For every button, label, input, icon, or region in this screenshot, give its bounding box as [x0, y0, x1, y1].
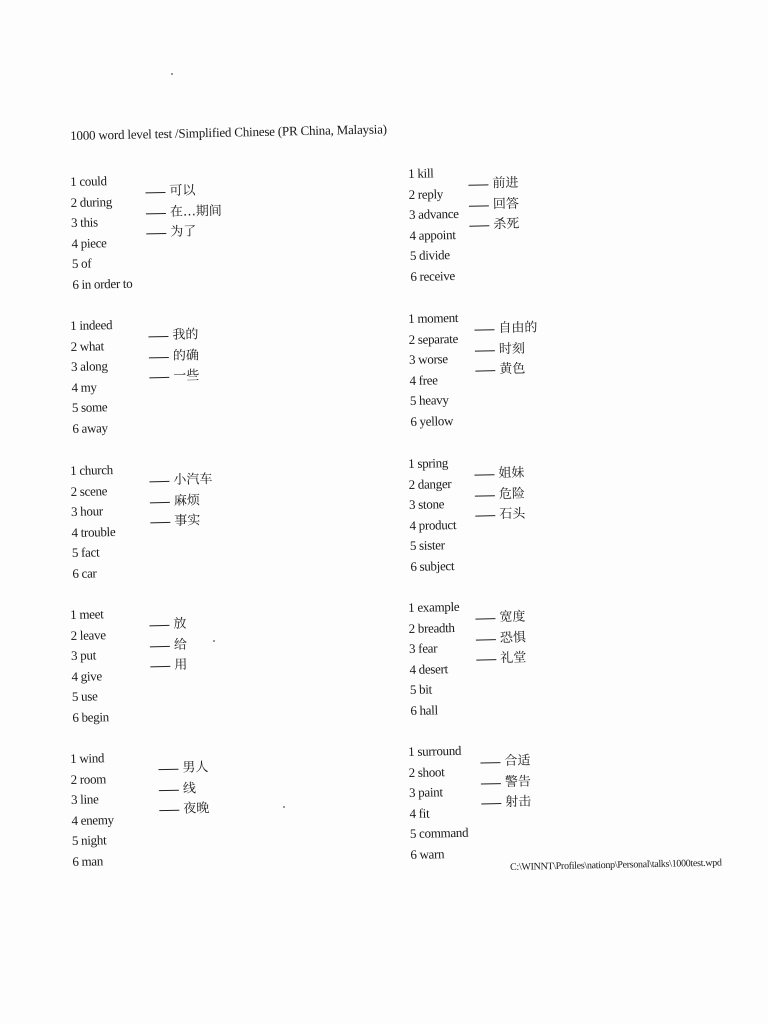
word-list [70, 748, 115, 872]
answer-blank[interactable] [150, 522, 170, 523]
definition-item [149, 366, 199, 388]
definition-item [149, 615, 186, 636]
word-item: 5 bit [409, 681, 433, 698]
word-item: 1 wind [70, 750, 105, 766]
scan-speck [213, 640, 215, 642]
definition-item [150, 511, 213, 533]
word-item: 2 during [70, 193, 113, 210]
word-list [408, 308, 461, 433]
definition-item [149, 346, 199, 368]
definition-item [148, 325, 198, 347]
word-list [70, 460, 116, 584]
definition-text: 自由的 [498, 320, 538, 337]
answer-blank[interactable] [476, 659, 496, 660]
word-item: 4 desert [409, 660, 449, 677]
scan-speck [171, 73, 173, 75]
definition-item [468, 174, 518, 196]
definition-text: 黄色 [499, 361, 526, 378]
definition-item [158, 758, 208, 780]
page-title: 1000 word level test /Simplified Chinese (PR China, Malaysia) [70, 121, 387, 143]
word-item: 3 stone [408, 496, 445, 513]
word-item: 1 moment [408, 309, 459, 326]
answer-blank[interactable] [481, 803, 501, 804]
answer-blank[interactable] [146, 213, 166, 214]
definition-text: 线 [182, 780, 197, 797]
word-item: 1 surround [408, 742, 462, 759]
definition-text: 一些 [173, 368, 200, 385]
definition-item [481, 793, 531, 815]
definition-list [474, 318, 538, 381]
definition-text: 夜晚 [183, 801, 210, 817]
definition-item [469, 215, 519, 237]
answer-blank[interactable] [148, 336, 168, 337]
word-item: 1 example [408, 598, 460, 615]
answer-blank[interactable] [475, 495, 495, 496]
definition-item [474, 464, 524, 486]
definition-text: 恐惧 [499, 630, 527, 646]
word-item: 2 reply [408, 185, 444, 202]
answer-blank[interactable] [480, 762, 500, 763]
definition-item [145, 181, 221, 203]
definition-item [475, 339, 538, 361]
definition-list [158, 758, 209, 821]
definition-text: 男人 [182, 760, 209, 776]
word-item: 4 give [71, 668, 102, 684]
word-item: 6 receive [410, 268, 456, 284]
scan-speck [283, 806, 285, 808]
word-item: 4 fit [409, 805, 430, 821]
word-item: 6 hall [410, 702, 438, 718]
definition-item [474, 318, 537, 340]
definition-text: 事实 [174, 513, 201, 530]
definition-text: 合适 [504, 753, 531, 769]
definition-item [481, 772, 531, 794]
definition-item [475, 484, 525, 506]
word-item: 4 enemy [71, 811, 114, 828]
answer-blank[interactable] [149, 481, 169, 482]
word-list [408, 163, 460, 288]
answer-blank[interactable] [146, 233, 166, 234]
definition-list [149, 470, 213, 533]
word-item: 6 yellow [410, 413, 454, 429]
definition-text: 可以 [169, 183, 196, 199]
word-item: 4 product [409, 516, 457, 533]
answer-blank[interactable] [481, 783, 501, 784]
definition-text: 麻烦 [173, 492, 201, 509]
word-list [70, 171, 133, 296]
definition-text: 的确 [172, 347, 200, 364]
word-item: 1 church [70, 462, 114, 478]
definition-item [150, 635, 187, 656]
word-item: 3 advance [408, 206, 459, 223]
answer-blank[interactable] [149, 377, 169, 378]
definition-item [150, 656, 187, 677]
definition-text: 在…期间 [169, 203, 223, 220]
answer-blank[interactable] [149, 625, 169, 626]
definition-text: 危险 [498, 486, 526, 502]
answer-blank[interactable] [475, 618, 495, 619]
definition-list [474, 464, 525, 527]
word-item: 3 paint [408, 784, 443, 801]
word-item: 3 along [70, 358, 108, 375]
definition-list [480, 751, 531, 814]
definition-text: 回答 [492, 196, 520, 212]
word-item: 1 kill [408, 165, 434, 181]
answer-blank[interactable] [145, 192, 165, 193]
word-item: 1 could [70, 173, 107, 189]
word-item: 6 subject [410, 558, 455, 574]
answer-blank[interactable] [469, 205, 489, 206]
file-path-footer: C:\WINNT\Profiles\nationp\Personal\talks\1000test.wpd [510, 857, 722, 873]
answer-blank[interactable] [159, 789, 179, 790]
word-list [408, 741, 469, 866]
answer-blank[interactable] [469, 225, 489, 226]
definition-item [469, 194, 519, 216]
definition-text: 给 [173, 637, 188, 653]
word-item: 2 breadth [408, 619, 455, 636]
word-item: 6 man [72, 853, 104, 869]
definition-item [475, 359, 538, 381]
word-item: 5 divide [409, 247, 450, 264]
definition-item [159, 799, 209, 821]
definition-item [146, 201, 222, 223]
definition-item [159, 779, 209, 801]
definition-list [468, 174, 519, 237]
word-item: 2 danger [408, 475, 452, 492]
word-item: 4 trouble [71, 523, 116, 540]
answer-blank[interactable] [468, 184, 488, 185]
answer-blank[interactable] [475, 350, 495, 351]
answer-blank[interactable] [150, 666, 170, 667]
definition-item [475, 608, 525, 630]
word-item: 5 of [71, 255, 92, 272]
definition-item [476, 628, 526, 650]
word-item: 2 what [70, 337, 105, 354]
definition-item [475, 505, 525, 527]
definition-list [475, 608, 526, 671]
word-item: 2 leave [70, 626, 106, 643]
word-item: 6 begin [72, 709, 110, 725]
word-item: 6 away [72, 420, 108, 436]
word-item: 1 spring [408, 455, 449, 471]
definition-item [149, 470, 212, 492]
word-list [70, 604, 109, 728]
definition-item [480, 751, 530, 773]
word-item: 1 meet [70, 606, 104, 622]
definition-list [145, 181, 222, 244]
word-item: 4 appoint [409, 226, 456, 243]
definition-text: 姐妹 [498, 465, 525, 482]
answer-blank[interactable] [150, 502, 170, 503]
word-item: 5 use [71, 688, 98, 705]
answer-blank[interactable] [475, 370, 495, 371]
definition-text: 杀死 [493, 216, 520, 233]
definition-item [476, 649, 526, 671]
definition-text: 礼堂 [500, 650, 527, 667]
definition-text: 我的 [172, 327, 199, 343]
definition-text: 射击 [505, 794, 532, 811]
word-item: 3 fear [408, 640, 438, 657]
word-item: 3 line [70, 791, 99, 808]
word-item: 6 car [72, 565, 97, 581]
definition-text: 小汽车 [173, 472, 213, 488]
word-item: 2 separate [408, 330, 459, 347]
definition-text: 宽度 [499, 609, 526, 626]
word-item: 1 indeed [70, 317, 113, 333]
definition-text: 用 [174, 657, 188, 674]
definition-list [149, 615, 187, 678]
definition-text: 时刻 [498, 341, 526, 357]
answer-blank[interactable] [476, 639, 496, 640]
answer-blank[interactable] [474, 329, 494, 330]
word-item: 5 heavy [409, 392, 449, 409]
word-list [408, 597, 462, 722]
definition-item [150, 491, 213, 513]
word-item: 5 command [409, 825, 469, 842]
word-item: 6 warn [410, 846, 445, 862]
word-item: 5 fact [71, 544, 100, 561]
answer-blank[interactable] [475, 515, 495, 516]
word-item: 5 night [71, 832, 107, 849]
word-item: 2 room [70, 770, 107, 787]
word-item: 4 my [71, 379, 97, 395]
answer-blank[interactable] [158, 769, 178, 770]
definition-text: 为了 [170, 224, 197, 241]
definition-item [146, 222, 222, 244]
answer-blank[interactable] [149, 357, 169, 358]
word-item: 4 free [409, 372, 438, 388]
definition-text: 放 [173, 616, 187, 632]
definition-list [148, 325, 199, 388]
word-item: 3 hour [70, 503, 103, 520]
word-item: 5 some [71, 399, 108, 416]
definition-text: 前进 [492, 175, 519, 192]
answer-blank[interactable] [159, 810, 179, 811]
word-item: 3 put [70, 647, 97, 664]
word-item: 5 sister [409, 537, 445, 554]
answer-blank[interactable] [150, 646, 170, 647]
word-list [70, 315, 115, 439]
word-item: 2 shoot [408, 763, 445, 780]
answer-blank[interactable] [474, 474, 494, 475]
word-item: 3 this [70, 214, 98, 231]
word-item: 2 scene [70, 482, 108, 499]
definition-text: 警告 [504, 774, 532, 790]
word-item: 6 in order to [72, 275, 133, 292]
word-item: 3 worse [408, 351, 448, 368]
word-list [408, 453, 457, 578]
definition-text: 石头 [499, 506, 526, 523]
word-item: 4 piece [71, 235, 107, 251]
